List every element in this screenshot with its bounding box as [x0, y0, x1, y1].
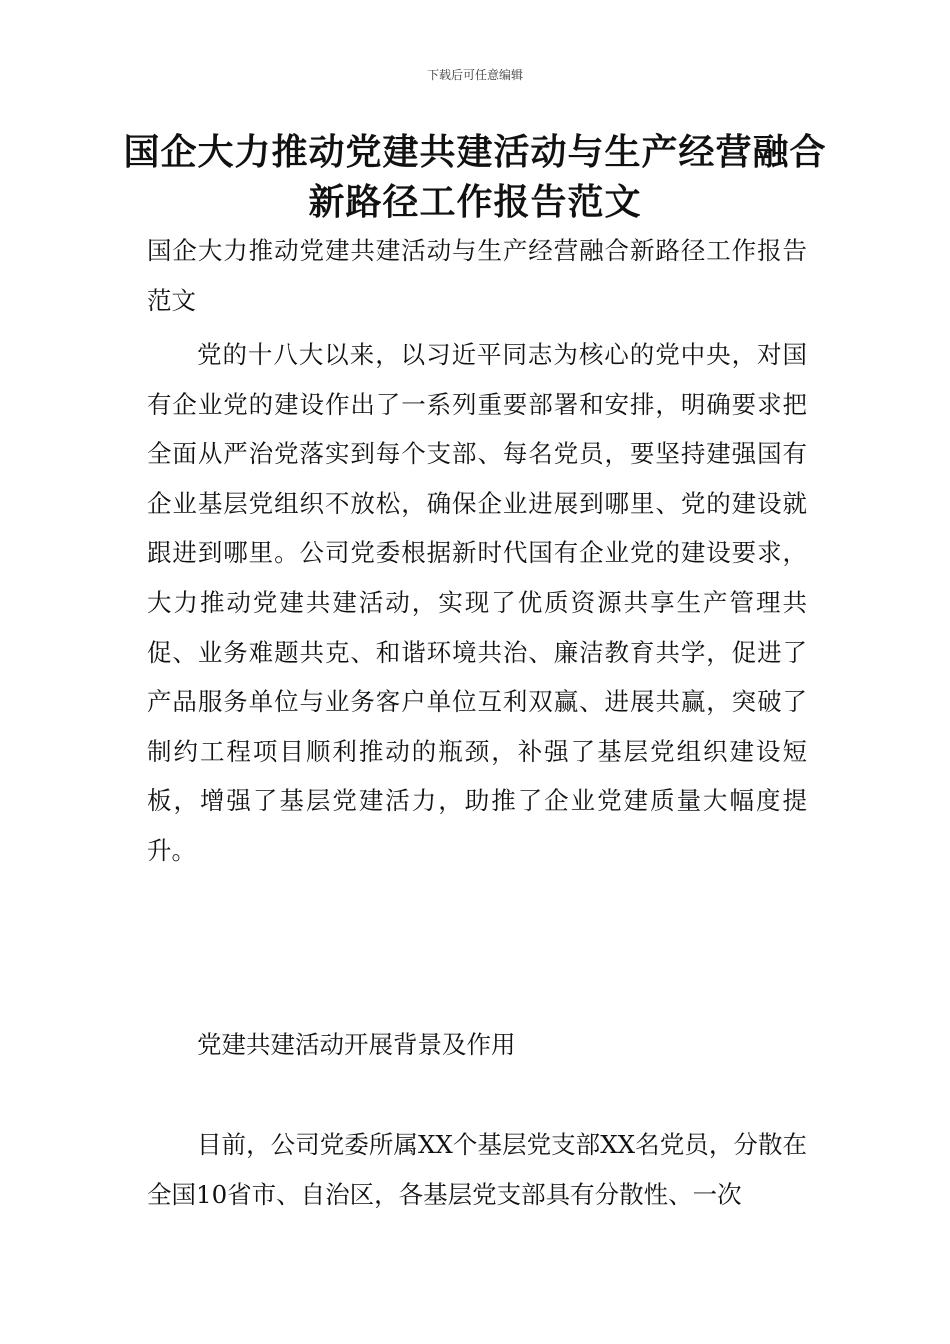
section-paragraph: 目前，公司党委所属XX个基层党支部XX名党员，分散在全国10省市、自治区，各基层党支部具有分散性、一次 [147, 1130, 807, 1209]
document-title: 国企大力推动党建共建活动与生产经营融合新路径工作报告范文 [123, 132, 827, 223]
section-heading: 党建共建活动开展背景及作用 [197, 1030, 516, 1059]
document-subtitle: 国企大力推动党建共建活动与生产经营融合新路径工作报告范文 [147, 236, 807, 315]
intro-paragraph: 党的十八大以来，以习近平同志为核心的党中央，对国有企业党的建设作出了一系列重要部署和安排，明确要求把全面从严治党落实到每个支部、每名党员，要坚持建强国有企业基层党组织不放松，确保企业进展到哪里、党的建设就跟进到哪里。公司党委根据新时代国有企业党的建设要求，大力推动党建共建活动，实现了优质资源共享生产管理共促、业务难题共克、和谐环境共治、廉洁教育共学，促进了产品服务单位与业务客户单位互利双赢、进展共赢，突破了制约工程项目顺利推动的瓶颈，补强了基层党组织建设短板，增强了基层党建活力，助推了企业党建质量大幅度提升。 [147, 340, 807, 865]
header-note: 下载后可任意编辑 [426, 68, 523, 82]
